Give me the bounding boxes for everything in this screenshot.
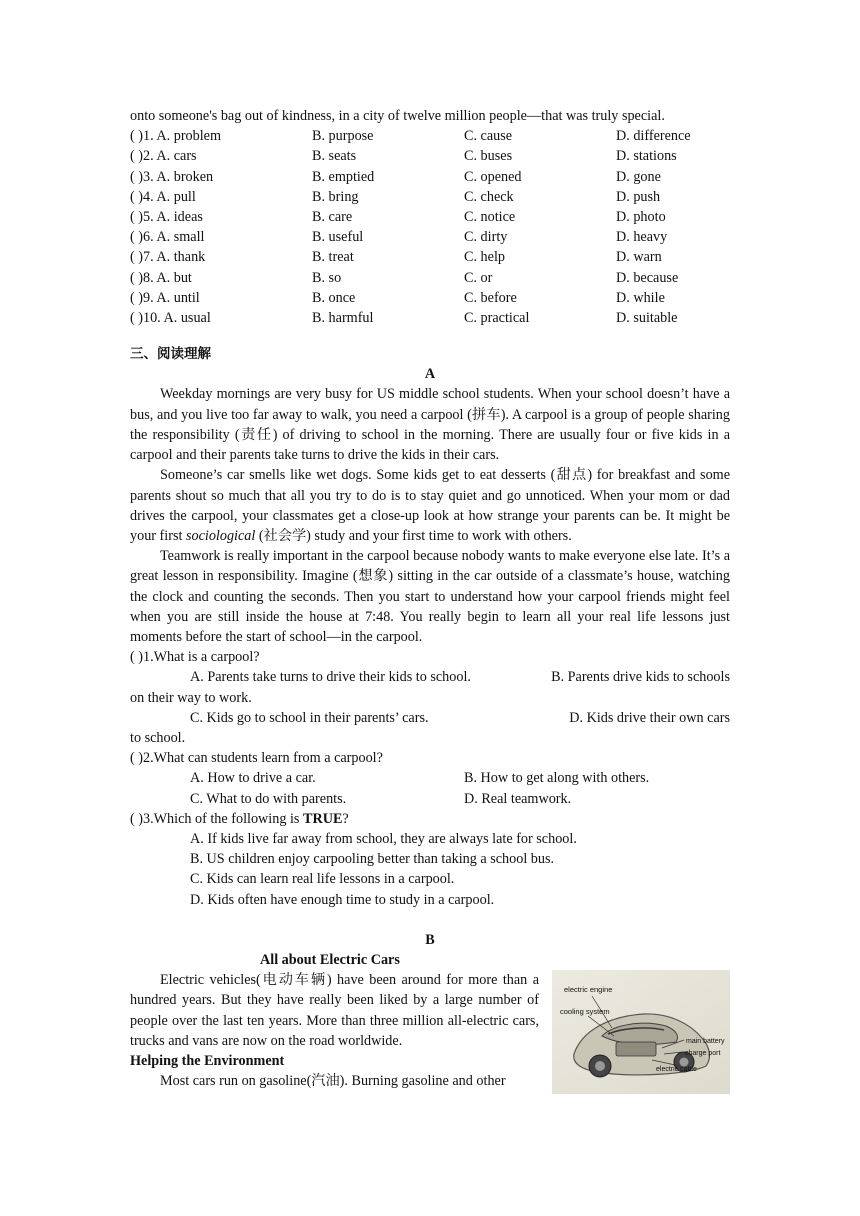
q1-option-d: D. Kids drive their own cars [569,709,730,726]
cloze-option-c: C. practical [464,309,530,326]
passage-b-text [130,970,539,1091]
q2-option-c: C. What to do with parents. [190,790,347,807]
cloze-option-b: B. harmful [312,309,374,326]
cloze-option-a: ( )9. A. until [130,289,200,306]
passage-b-label: B [425,931,435,948]
cloze-option-b: B. emptied [312,168,375,185]
q3-option-a: A. If kids live far away from school, they are always late for school. [190,830,577,847]
question-1: ( )1.What is a carpool? [130,649,260,666]
question-2: ( )2.What can students learn from a carpool? [130,750,383,767]
passage-a-para2 [130,465,730,546]
cloze-option-a: ( )3. A. broken [130,168,214,185]
cloze-options [130,126,730,328]
q1-options-cd [130,708,730,728]
cloze-option-d: D. push [616,188,661,205]
q2-options-cd [130,789,730,809]
q1-option-d-cont: to school. [130,729,186,746]
electric-car-diagram-image [552,970,730,1094]
cloze-option-row [130,247,730,267]
q3-option-d: D. Kids often have enough time to study in a carpool. [190,891,495,908]
passage-a-para3: Teamwork is really important in the carpool because nobody wants to make everyone else late. It’s a great lesson in responsibility. Imagine (想象) sitting in the car outside of a classmate’s house, watching the clock and counting the seconds. Then you start to understand how your carpool friends might feel when you are still inside the house at 7:48. You really begin to learn all your real life lessons just moments before the start of school—in the carpool. [130,548,730,645]
cloze-option-c: C. or [464,269,493,286]
label-cooling-system: cooling system [560,1006,610,1016]
q2-option-d: D. Real teamwork. [464,790,572,807]
passage-b-title: All about Electric Cars [260,951,400,968]
cloze-option-row [130,167,730,187]
cloze-option-b: B. so [312,269,342,286]
section-title: 三、阅读理解 [130,346,211,363]
cloze-option-b: B. useful [312,229,364,246]
para2-text-start: Someone’s car smells like wet dogs. Some kids get to eat desserts (甜点) for breakfast and some parents shout so much that all you try to do is to stay quiet and go unnoticed. When your mom or dad drives the carpool, your classmates get a close-up look at how strange your parents can be. It might be your first [130,467,730,544]
q1-option-b: B. Parents drive kids to schools [551,669,730,686]
cloze-option-a: ( )10. A. usual [130,309,211,326]
intro-line: onto someone's bag out of kindness, in a city of twelve million people—that was truly special. [130,108,665,124]
label-main-battery: main battery [686,1037,725,1045]
passage-a-para1: Weekday mornings are very busy for US middle school students. When your school doesn’t have a bus, and you live too far away to walk, you need a carpool (拼车). A carpool is a group of people sharing the responsibility (责任) of driving to school in the morning. There are usually four or five kids in a carpool and their parents take turns to drive the kids in their cars. [130,386,730,464]
q2-options-ab [130,768,730,788]
passage-b [130,930,730,1092]
cloze-option-row [130,288,730,308]
document-content [130,106,730,1091]
para2-italic-word: sociological [185,527,256,544]
cloze-option-d: D. photo [616,208,666,225]
cloze-option-c: C. buses [464,148,513,165]
cloze-option-row [130,308,730,328]
q3-option-c: C. Kids can learn real life lessons in a carpool. [190,871,455,888]
para2-text-end: (社会学) study and your first time to work with others. [255,527,572,544]
cloze-option-row [130,187,730,207]
cloze-option-b: B. care [312,208,353,225]
q1-options-ab [130,667,730,687]
cloze-option-c: C. before [464,289,517,306]
cloze-option-c: C. notice [464,208,516,225]
cloze-option-a: ( )1. A. problem [130,128,222,145]
cloze-option-row [130,146,730,166]
cloze-option-a: ( )5. A. ideas [130,208,203,225]
q1-option-b-cont: on their way to work. [130,689,252,706]
q2-option-b: B. How to get along with others. [464,770,650,787]
cloze-option-c: C. opened [464,168,522,185]
cloze-option-b: B. treat [312,249,354,266]
cloze-option-d: D. because [616,269,679,286]
q3-text-start: ( )3.Which of the following is [130,810,303,827]
q2-option-a: A. How to drive a car. [190,770,316,787]
cloze-option-a: ( )8. A. but [130,269,192,286]
cloze-option-d: D. difference [616,128,691,145]
q3-text-end: ? [342,810,349,827]
q3-bold-word: TRUE [302,810,343,827]
cloze-option-c: C. check [464,188,514,205]
label-electric-cable: electric cable [656,1065,697,1073]
q1-option-a: A. Parents take turns to drive their kids to school. [190,669,471,686]
label-charge-port: charge port [685,1049,721,1057]
cloze-option-d: D. warn [616,249,662,266]
passage-b-para2: Most cars run on gasoline(汽油). Burning gasoline and other [160,1073,506,1090]
cloze-option-d: D. suitable [616,309,678,326]
passage-b-para1: Electric vehicles(电动车辆) have been around for more than a hundred years. But they have really been liked by a large number of people over the last ten years. More than three million all-electric cars, trucks and vans are now on the road worldwide. [130,972,539,1049]
label-electric-engine: electric engine [564,984,613,994]
cloze-option-d: D. while [616,289,665,306]
cloze-option-a: ( )6. A. small [130,229,205,246]
cloze-option-a: ( )2. A. cars [130,148,197,165]
cloze-option-a: ( )4. A. pull [130,188,196,205]
cloze-option-d: D. heavy [616,229,668,246]
cloze-option-b: B. seats [312,148,357,165]
cloze-option-c: C. help [464,249,505,266]
cloze-option-c: C. cause [464,128,513,145]
cloze-option-b: B. purpose [312,128,374,145]
cloze-option-row [130,268,730,288]
cloze-option-row [130,227,730,247]
q1-option-c: C. Kids go to school in their parents’ cars. [190,709,429,726]
passage-a-label: A [424,366,436,383]
q3-option-b: B. US children enjoy carpooling better than taking a school bus. [190,851,555,868]
cloze-option-d: D. stations [616,148,677,165]
cloze-option-d: D. gone [616,168,661,185]
cloze-option-b: B. once [312,289,356,306]
cloze-option-a: ( )7. A. thank [130,249,206,266]
cloze-option-c: C. dirty [464,229,508,246]
cloze-option-b: B. bring [312,188,359,205]
passage-b-subhead: Helping the Environment [130,1052,285,1069]
cloze-option-row [130,207,730,227]
cloze-option-row [130,126,730,146]
question-3 [130,809,730,829]
